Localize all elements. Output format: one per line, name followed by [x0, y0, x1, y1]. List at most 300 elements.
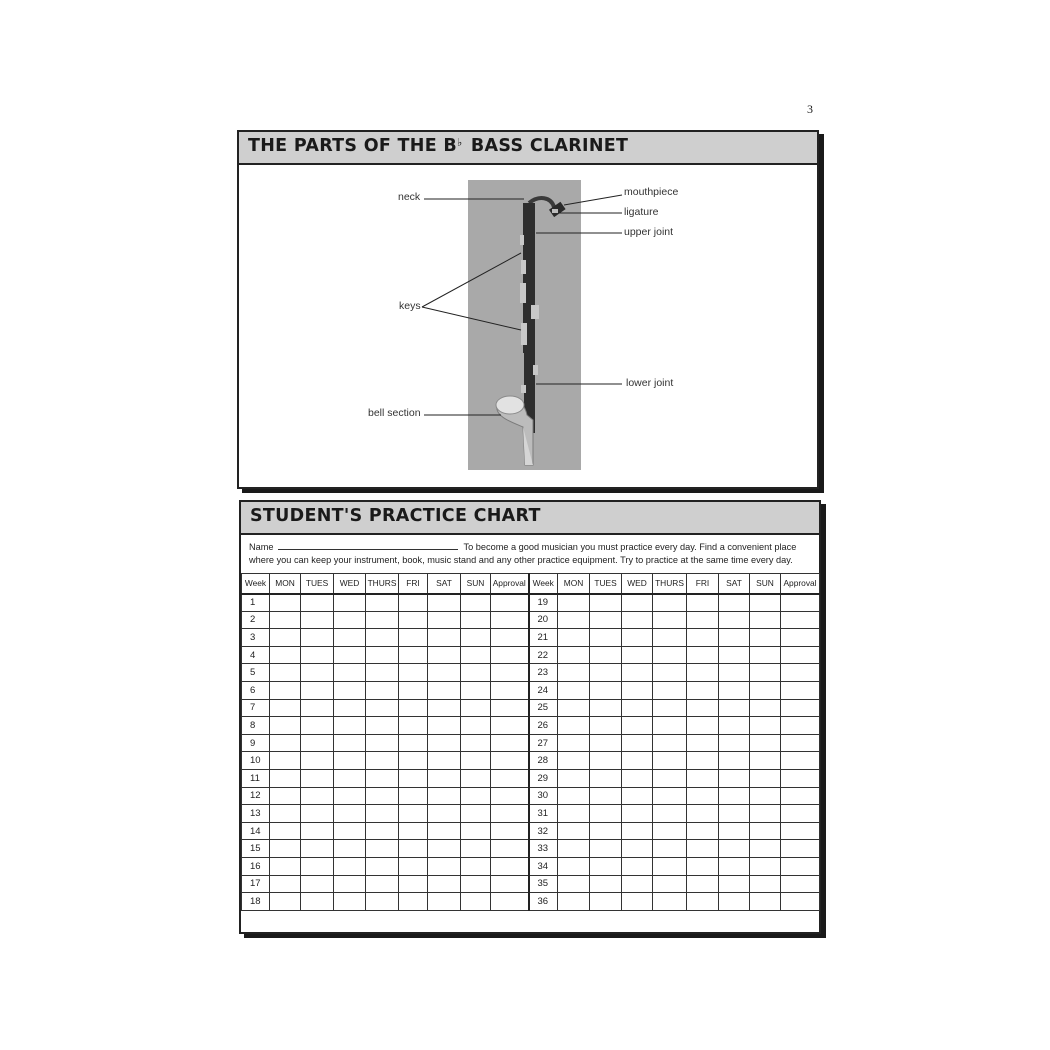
- practice-cell-mon[interactable]: [270, 717, 301, 735]
- practice-cell-mon[interactable]: [270, 752, 301, 770]
- practice-cell-approval[interactable]: [781, 769, 820, 787]
- practice-cell-fri[interactable]: [399, 629, 428, 647]
- practice-cell-sat[interactable]: [428, 611, 461, 629]
- practice-cell-wed[interactable]: [334, 594, 366, 612]
- practice-cell-mon[interactable]: [558, 822, 590, 840]
- practice-cell-sat[interactable]: [428, 769, 461, 787]
- week-number: 17: [242, 875, 270, 893]
- practice-cell-mon[interactable]: [270, 681, 301, 699]
- practice-cell-mon[interactable]: [270, 805, 301, 823]
- practice-cell-approval[interactable]: [781, 840, 820, 858]
- practice-cell-approval[interactable]: [491, 875, 529, 893]
- practice-cell-thurs[interactable]: [653, 805, 687, 823]
- practice-cell-wed[interactable]: [334, 699, 366, 717]
- practice-cell-mon[interactable]: [270, 594, 301, 612]
- practice-cell-fri[interactable]: [687, 752, 719, 770]
- practice-cell-approval[interactable]: [781, 594, 820, 612]
- practice-cell-fri[interactable]: [399, 699, 428, 717]
- practice-cell-wed[interactable]: [334, 875, 366, 893]
- practice-cell-wed[interactable]: [334, 752, 366, 770]
- practice-cell-fri[interactable]: [399, 646, 428, 664]
- practice-cell-thurs[interactable]: [653, 611, 687, 629]
- practice-cell-approval[interactable]: [781, 787, 820, 805]
- practice-cell-thurs[interactable]: [653, 787, 687, 805]
- practice-cell-approval[interactable]: [491, 893, 529, 911]
- practice-cell-sat[interactable]: [719, 681, 750, 699]
- practice-cell-fri[interactable]: [687, 875, 719, 893]
- practice-cell-wed[interactable]: [334, 857, 366, 875]
- practice-cell-sat[interactable]: [719, 787, 750, 805]
- practice-cell-fri[interactable]: [687, 611, 719, 629]
- practice-cell-sun[interactable]: [750, 717, 781, 735]
- practice-cell-approval[interactable]: [781, 822, 820, 840]
- practice-cell-approval[interactable]: [781, 699, 820, 717]
- practice-cell-tues[interactable]: [301, 699, 334, 717]
- practice-cell-mon[interactable]: [270, 734, 301, 752]
- practice-cell-thurs[interactable]: [366, 769, 399, 787]
- practice-cell-tues[interactable]: [590, 822, 622, 840]
- practice-cell-mon[interactable]: [558, 875, 590, 893]
- practice-cell-wed[interactable]: [622, 875, 653, 893]
- practice-cell-thurs[interactable]: [653, 681, 687, 699]
- practice-cell-sun[interactable]: [461, 822, 491, 840]
- practice-cell-wed[interactable]: [622, 893, 653, 911]
- practice-cell-sat[interactable]: [428, 857, 461, 875]
- practice-cell-mon[interactable]: [558, 717, 590, 735]
- practice-cell-fri[interactable]: [399, 787, 428, 805]
- practice-cell-approval[interactable]: [491, 752, 529, 770]
- practice-cell-mon[interactable]: [558, 769, 590, 787]
- week-number: 30: [529, 787, 558, 805]
- practice-cell-thurs[interactable]: [653, 664, 687, 682]
- practice-cell-sun[interactable]: [750, 805, 781, 823]
- practice-cell-sat[interactable]: [428, 681, 461, 699]
- practice-cell-sun[interactable]: [750, 629, 781, 647]
- practice-cell-approval[interactable]: [781, 664, 820, 682]
- practice-cell-approval[interactable]: [491, 734, 529, 752]
- practice-cell-approval[interactable]: [491, 646, 529, 664]
- practice-cell-mon[interactable]: [270, 857, 301, 875]
- practice-cell-mon[interactable]: [270, 664, 301, 682]
- week-number: 11: [242, 769, 270, 787]
- practice-cell-tues[interactable]: [301, 875, 334, 893]
- table-row: [242, 822, 820, 840]
- practice-cell-wed[interactable]: [334, 787, 366, 805]
- practice-cell-sun[interactable]: [461, 699, 491, 717]
- practice-cell-sat[interactable]: [719, 840, 750, 858]
- practice-cell-mon[interactable]: [558, 787, 590, 805]
- practice-cell-fri[interactable]: [687, 822, 719, 840]
- week-number: 15: [242, 840, 270, 858]
- practice-cell-thurs[interactable]: [653, 875, 687, 893]
- practice-cell-thurs[interactable]: [366, 893, 399, 911]
- practice-cell-sun[interactable]: [750, 875, 781, 893]
- practice-cell-wed[interactable]: [334, 629, 366, 647]
- table-row: [242, 594, 820, 612]
- practice-cell-sat[interactable]: [719, 717, 750, 735]
- practice-cell-sun[interactable]: [461, 857, 491, 875]
- practice-cell-fri[interactable]: [687, 805, 719, 823]
- practice-cell-tues[interactable]: [590, 699, 622, 717]
- practice-cell-wed[interactable]: [334, 611, 366, 629]
- practice-cell-thurs[interactable]: [366, 646, 399, 664]
- practice-cell-mon[interactable]: [558, 734, 590, 752]
- practice-cell-tues[interactable]: [590, 646, 622, 664]
- practice-cell-tues[interactable]: [590, 594, 622, 612]
- practice-cell-tues[interactable]: [301, 752, 334, 770]
- practice-cell-sun[interactable]: [461, 875, 491, 893]
- practice-cell-fri[interactable]: [399, 594, 428, 612]
- practice-cell-approval[interactable]: [781, 681, 820, 699]
- practice-cell-thurs[interactable]: [366, 822, 399, 840]
- practice-cell-approval[interactable]: [491, 769, 529, 787]
- practice-cell-tues[interactable]: [590, 664, 622, 682]
- practice-cell-tues[interactable]: [590, 769, 622, 787]
- practice-cell-wed[interactable]: [622, 699, 653, 717]
- practice-cell-wed[interactable]: [334, 681, 366, 699]
- practice-cell-sun[interactable]: [750, 769, 781, 787]
- practice-cell-approval[interactable]: [781, 734, 820, 752]
- practice-cell-fri[interactable]: [687, 629, 719, 647]
- practice-cell-fri[interactable]: [399, 717, 428, 735]
- practice-cell-tues[interactable]: [590, 734, 622, 752]
- practice-cell-approval[interactable]: [491, 664, 529, 682]
- practice-cell-fri[interactable]: [687, 664, 719, 682]
- practice-cell-mon[interactable]: [270, 840, 301, 858]
- practice-cell-tues[interactable]: [590, 840, 622, 858]
- practice-cell-tues[interactable]: [590, 611, 622, 629]
- practice-cell-approval[interactable]: [491, 857, 529, 875]
- practice-cell-tues[interactable]: [301, 787, 334, 805]
- practice-cell-fri[interactable]: [399, 611, 428, 629]
- practice-cell-sat[interactable]: [719, 893, 750, 911]
- practice-cell-fri[interactable]: [687, 699, 719, 717]
- practice-cell-wed[interactable]: [334, 717, 366, 735]
- practice-cell-thurs[interactable]: [366, 840, 399, 858]
- practice-cell-wed[interactable]: [622, 646, 653, 664]
- practice-cell-fri[interactable]: [687, 769, 719, 787]
- practice-cell-wed[interactable]: [622, 752, 653, 770]
- practice-cell-sat[interactable]: [719, 664, 750, 682]
- practice-cell-sun[interactable]: [461, 646, 491, 664]
- practice-cell-sat[interactable]: [719, 752, 750, 770]
- practice-cell-sun[interactable]: [750, 893, 781, 911]
- practice-cell-tues[interactable]: [301, 734, 334, 752]
- practice-cell-sat[interactable]: [719, 822, 750, 840]
- practice-cell-sat[interactable]: [428, 805, 461, 823]
- practice-cell-thurs[interactable]: [653, 699, 687, 717]
- practice-cell-sun[interactable]: [461, 840, 491, 858]
- practice-cell-thurs[interactable]: [366, 629, 399, 647]
- practice-cell-sat[interactable]: [428, 893, 461, 911]
- practice-cell-approval[interactable]: [781, 752, 820, 770]
- practice-cell-fri[interactable]: [399, 822, 428, 840]
- practice-cell-fri[interactable]: [399, 893, 428, 911]
- practice-cell-sun[interactable]: [750, 822, 781, 840]
- practice-cell-mon[interactable]: [558, 857, 590, 875]
- practice-cell-approval[interactable]: [491, 805, 529, 823]
- practice-cell-tues[interactable]: [590, 629, 622, 647]
- practice-cell-sat[interactable]: [428, 646, 461, 664]
- practice-cell-fri[interactable]: [687, 646, 719, 664]
- practice-cell-approval[interactable]: [491, 822, 529, 840]
- practice-cell-sun[interactable]: [461, 594, 491, 612]
- practice-cell-wed[interactable]: [622, 664, 653, 682]
- practice-cell-fri[interactable]: [399, 805, 428, 823]
- practice-cell-sun[interactable]: [750, 857, 781, 875]
- practice-cell-approval[interactable]: [781, 893, 820, 911]
- practice-cell-fri[interactable]: [399, 664, 428, 682]
- practice-cell-thurs[interactable]: [653, 717, 687, 735]
- practice-cell-wed[interactable]: [622, 681, 653, 699]
- practice-cell-approval[interactable]: [491, 681, 529, 699]
- practice-cell-sun[interactable]: [750, 611, 781, 629]
- practice-cell-sun[interactable]: [750, 646, 781, 664]
- practice-cell-thurs[interactable]: [653, 629, 687, 647]
- practice-cell-wed[interactable]: [622, 769, 653, 787]
- practice-cell-tues[interactable]: [590, 857, 622, 875]
- practice-cell-mon[interactable]: [558, 611, 590, 629]
- practice-cell-approval[interactable]: [491, 787, 529, 805]
- practice-cell-thurs[interactable]: [366, 664, 399, 682]
- practice-cell-sun[interactable]: [750, 734, 781, 752]
- practice-cell-sun[interactable]: [461, 769, 491, 787]
- practice-cell-fri[interactable]: [687, 893, 719, 911]
- practice-cell-sun[interactable]: [750, 681, 781, 699]
- practice-cell-tues[interactable]: [590, 893, 622, 911]
- practice-cell-approval[interactable]: [781, 857, 820, 875]
- lower-joint-label: lower joint: [626, 377, 674, 389]
- practice-cell-thurs[interactable]: [366, 875, 399, 893]
- name-field[interactable]: [278, 541, 458, 550]
- practice-cell-mon[interactable]: [558, 594, 590, 612]
- practice-cell-wed[interactable]: [622, 611, 653, 629]
- practice-cell-tues[interactable]: [301, 611, 334, 629]
- practice-cell-approval[interactable]: [491, 594, 529, 612]
- practice-cell-thurs[interactable]: [653, 734, 687, 752]
- practice-cell-wed[interactable]: [622, 629, 653, 647]
- practice-cell-mon[interactable]: [558, 805, 590, 823]
- practice-cell-wed[interactable]: [622, 805, 653, 823]
- practice-cell-sun[interactable]: [750, 699, 781, 717]
- practice-cell-mon[interactable]: [270, 822, 301, 840]
- practice-cell-mon[interactable]: [270, 893, 301, 911]
- practice-cell-tues[interactable]: [301, 629, 334, 647]
- practice-cell-sun[interactable]: [461, 664, 491, 682]
- practice-cell-fri[interactable]: [687, 787, 719, 805]
- practice-cell-wed[interactable]: [334, 893, 366, 911]
- practice-cell-wed[interactable]: [622, 594, 653, 612]
- practice-cell-sat[interactable]: [428, 664, 461, 682]
- practice-cell-approval[interactable]: [491, 840, 529, 858]
- practice-cell-approval[interactable]: [781, 875, 820, 893]
- practice-cell-thurs[interactable]: [366, 857, 399, 875]
- practice-cell-tues[interactable]: [301, 840, 334, 858]
- practice-cell-thurs[interactable]: [366, 611, 399, 629]
- practice-cell-thurs[interactable]: [366, 699, 399, 717]
- practice-cell-wed[interactable]: [622, 857, 653, 875]
- practice-cell-sun[interactable]: [750, 840, 781, 858]
- practice-cell-approval[interactable]: [781, 646, 820, 664]
- practice-cell-thurs[interactable]: [366, 752, 399, 770]
- practice-cell-tues[interactable]: [590, 752, 622, 770]
- practice-cell-thurs[interactable]: [653, 857, 687, 875]
- practice-cell-thurs[interactable]: [653, 594, 687, 612]
- practice-cell-sun[interactable]: [461, 717, 491, 735]
- practice-cell-tues[interactable]: [590, 805, 622, 823]
- practice-cell-mon[interactable]: [558, 699, 590, 717]
- practice-cell-wed[interactable]: [334, 805, 366, 823]
- practice-cell-fri[interactable]: [687, 840, 719, 858]
- practice-cell-tues[interactable]: [301, 594, 334, 612]
- practice-cell-tues[interactable]: [301, 822, 334, 840]
- practice-cell-sat[interactable]: [428, 822, 461, 840]
- practice-cell-tues[interactable]: [301, 664, 334, 682]
- practice-cell-wed[interactable]: [334, 840, 366, 858]
- practice-cell-wed[interactable]: [622, 787, 653, 805]
- practice-cell-sun[interactable]: [461, 734, 491, 752]
- practice-cell-thurs[interactable]: [366, 805, 399, 823]
- practice-cell-sun[interactable]: [750, 752, 781, 770]
- practice-cell-approval[interactable]: [781, 717, 820, 735]
- practice-cell-sat[interactable]: [428, 717, 461, 735]
- practice-cell-thurs[interactable]: [366, 681, 399, 699]
- practice-cell-sat[interactable]: [428, 875, 461, 893]
- practice-cell-mon[interactable]: [270, 611, 301, 629]
- practice-cell-tues[interactable]: [301, 769, 334, 787]
- practice-cell-fri[interactable]: [399, 681, 428, 699]
- practice-cell-fri[interactable]: [687, 681, 719, 699]
- practice-cell-tues[interactable]: [301, 681, 334, 699]
- practice-cell-mon[interactable]: [558, 646, 590, 664]
- practice-cell-thurs[interactable]: [366, 594, 399, 612]
- practice-cell-thurs[interactable]: [653, 752, 687, 770]
- practice-cell-sat[interactable]: [719, 875, 750, 893]
- practice-cell-sat[interactable]: [719, 769, 750, 787]
- practice-cell-wed[interactable]: [334, 664, 366, 682]
- practice-cell-mon[interactable]: [558, 752, 590, 770]
- practice-cell-tues[interactable]: [301, 805, 334, 823]
- practice-cell-mon[interactable]: [558, 664, 590, 682]
- practice-cell-mon[interactable]: [270, 646, 301, 664]
- practice-cell-sat[interactable]: [428, 699, 461, 717]
- practice-cell-sun[interactable]: [461, 787, 491, 805]
- practice-cell-thurs[interactable]: [366, 787, 399, 805]
- practice-cell-mon[interactable]: [270, 629, 301, 647]
- practice-cell-tues[interactable]: [590, 787, 622, 805]
- practice-cell-tues[interactable]: [590, 681, 622, 699]
- practice-cell-wed[interactable]: [622, 717, 653, 735]
- practice-cell-fri[interactable]: [399, 734, 428, 752]
- practice-cell-sat[interactable]: [719, 594, 750, 612]
- practice-cell-tues[interactable]: [301, 646, 334, 664]
- practice-cell-thurs[interactable]: [653, 893, 687, 911]
- practice-cell-approval[interactable]: [491, 717, 529, 735]
- practice-cell-wed[interactable]: [334, 769, 366, 787]
- practice-cell-tues[interactable]: [301, 893, 334, 911]
- practice-cell-sat[interactable]: [719, 857, 750, 875]
- practice-cell-sun[interactable]: [750, 787, 781, 805]
- practice-cell-sat[interactable]: [428, 752, 461, 770]
- practice-cell-fri[interactable]: [399, 875, 428, 893]
- practice-cell-mon[interactable]: [558, 893, 590, 911]
- practice-cell-sat[interactable]: [428, 594, 461, 612]
- practice-cell-mon[interactable]: [270, 699, 301, 717]
- practice-cell-mon[interactable]: [270, 875, 301, 893]
- practice-cell-fri[interactable]: [687, 594, 719, 612]
- practice-cell-tues[interactable]: [590, 717, 622, 735]
- practice-cell-thurs[interactable]: [653, 840, 687, 858]
- practice-cell-approval[interactable]: [781, 805, 820, 823]
- practice-cell-mon[interactable]: [558, 681, 590, 699]
- practice-cell-sat[interactable]: [719, 805, 750, 823]
- practice-cell-fri[interactable]: [399, 769, 428, 787]
- practice-cell-wed[interactable]: [334, 734, 366, 752]
- week-number: 4: [242, 646, 270, 664]
- practice-cell-wed[interactable]: [622, 822, 653, 840]
- practice-cell-wed[interactable]: [334, 646, 366, 664]
- practice-cell-approval[interactable]: [781, 629, 820, 647]
- practice-cell-sun[interactable]: [461, 681, 491, 699]
- practice-cell-fri[interactable]: [687, 857, 719, 875]
- practice-chart-panel: [239, 500, 821, 934]
- practice-cell-sat[interactable]: [719, 646, 750, 664]
- practice-cell-mon[interactable]: [270, 769, 301, 787]
- practice-cell-wed[interactable]: [334, 822, 366, 840]
- practice-cell-thurs[interactable]: [366, 717, 399, 735]
- practice-cell-sat[interactable]: [428, 787, 461, 805]
- practice-cell-sun[interactable]: [461, 752, 491, 770]
- practice-cell-mon[interactable]: [558, 840, 590, 858]
- practice-cell-fri[interactable]: [399, 840, 428, 858]
- practice-cell-wed[interactable]: [622, 734, 653, 752]
- practice-cell-fri[interactable]: [687, 717, 719, 735]
- practice-cell-sat[interactable]: [428, 629, 461, 647]
- practice-cell-thurs[interactable]: [366, 734, 399, 752]
- practice-cell-wed[interactable]: [622, 840, 653, 858]
- practice-cell-sat[interactable]: [428, 840, 461, 858]
- practice-cell-sat[interactable]: [719, 734, 750, 752]
- practice-cell-sun[interactable]: [461, 629, 491, 647]
- practice-cell-approval[interactable]: [781, 611, 820, 629]
- practice-cell-sun[interactable]: [461, 611, 491, 629]
- practice-cell-fri[interactable]: [399, 752, 428, 770]
- intro-text: To become a good musician you must practice every day. Find a convenient place where you can keep your instrument, book, music stand and any other practice equipment. Try to practice at the same time every day.: [249, 542, 797, 565]
- practice-cell-sat[interactable]: [719, 611, 750, 629]
- practice-cell-sun[interactable]: [461, 805, 491, 823]
- practice-cell-tues[interactable]: [590, 875, 622, 893]
- practice-cell-thurs[interactable]: [653, 769, 687, 787]
- practice-cell-tues[interactable]: [301, 857, 334, 875]
- practice-cell-sat[interactable]: [719, 629, 750, 647]
- practice-cell-sat[interactable]: [428, 734, 461, 752]
- practice-cell-sun[interactable]: [750, 664, 781, 682]
- practice-cell-sun[interactable]: [461, 893, 491, 911]
- practice-cell-approval[interactable]: [491, 629, 529, 647]
- practice-cell-approval[interactable]: [491, 611, 529, 629]
- practice-cell-thurs[interactable]: [653, 646, 687, 664]
- practice-cell-tues[interactable]: [301, 717, 334, 735]
- practice-cell-mon[interactable]: [270, 787, 301, 805]
- practice-cell-sun[interactable]: [750, 594, 781, 612]
- practice-cell-thurs[interactable]: [653, 822, 687, 840]
- practice-cell-fri[interactable]: [399, 857, 428, 875]
- practice-cell-fri[interactable]: [687, 734, 719, 752]
- practice-cell-mon[interactable]: [558, 629, 590, 647]
- table-row: [242, 769, 820, 787]
- practice-cell-approval[interactable]: [491, 699, 529, 717]
- practice-cell-sat[interactable]: [719, 699, 750, 717]
